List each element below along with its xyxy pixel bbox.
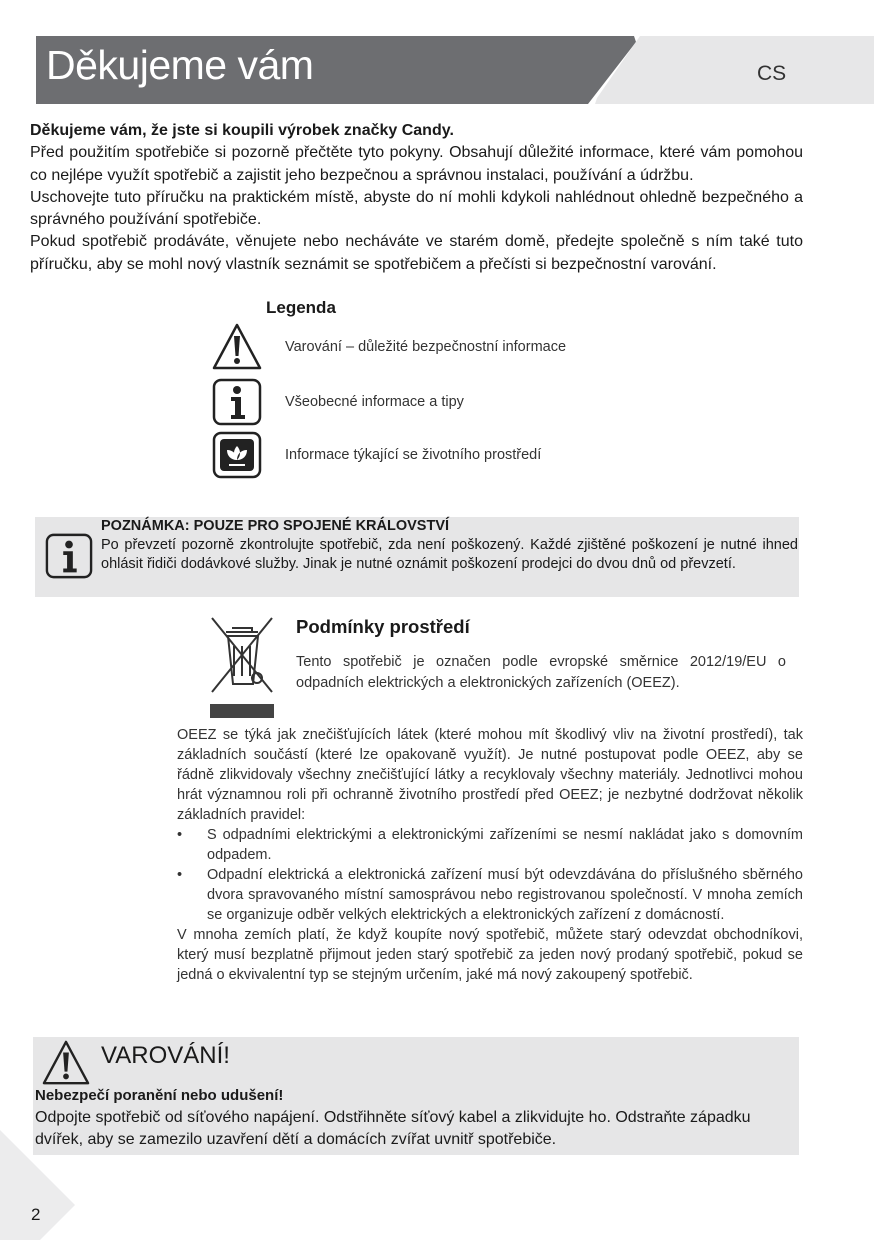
info-icon: [211, 377, 263, 427]
intro-paragraph: Před použitím spotřebiče si pozorně přečtěte tyto pokyny. Obsahují důležité informace, které vám pomohou co nejlépe využít spotřebič a zajistit jeho bezpečnou a správnou instalaci, používání a údržbu.: [30, 144, 803, 184]
legend-item: [211, 322, 566, 372]
intro-paragraph: Uschovejte tuto příručku na praktickém místě, abyste do ní mohli kdykoli nahlédnout ohledně bezpečného a správného používání spotřebiče.: [30, 188, 803, 229]
legend-label: Informace týkající se životního prostředí: [285, 447, 542, 463]
weee-crossed-bin-icon: [208, 614, 278, 720]
note-text: Po převzetí pozorně zkontrolujte spotřebič, zda není poškozený. Každé zjištěné poškození je nutné ihned ohlásit řidiči dodávkové služby. Jinak je nutné oznámit poškození prodejci do dvou dnů od převzetí.: [101, 537, 798, 572]
note-title: POZNÁMKA: POUZE PRO SPOJENÉ KRÁLOVSTVÍ: [101, 518, 450, 534]
warning-icon: [211, 322, 263, 372]
legend-title: Legenda: [266, 298, 336, 317]
warning-icon: [40, 1039, 92, 1087]
info-icon: [44, 532, 94, 580]
weee-section: [177, 725, 803, 985]
language-code: CS: [757, 62, 787, 85]
weee-rules-list: [177, 825, 803, 925]
weee-paragraph: OEEZ se týká jak znečišťujících látek (které mohou mít škodlivý vliv na životní prostředí), tak základních součástí (které lze opakovaně využít). Je nutné postupovat podle OEEZ, aby se řádně zlikvidovaly všechny znečišťující látky a recyklovaly všechny materiály. Jednotlivci mohou hrát významnou roli při ochranně životního prostředí před OEEZ; je nezbytné dodržovat několik základních pravidel:: [177, 727, 803, 823]
list-item: • S odpadními elektrickými a elektronickými zařízeními se nesmí nakládat jako s domovním odpadem.: [177, 825, 803, 865]
environment-icon: [211, 430, 263, 480]
warning-box: [33, 1037, 799, 1155]
uk-note-box: [35, 517, 799, 597]
header-lang-band: [595, 36, 874, 104]
intro-paragraph: Pokud spotřebič prodáváte, věnujete nebo necháváte ve starém domě, předejte společně s ním také tuto příručku, aby se mohl nový vlastník seznámit se spotřebičem a přečísti si bezpečnostní varování.: [30, 233, 803, 273]
list-item: • Odpadní elektrická a elektronická zařízení musí být odevzdávána do příslušného sběrného dvora spravovaného místní samosprávou nebo registrovanou společností. V mnoha zemích se organizuje odběr velkých elektrických a elektronických zařízení z domácností.: [177, 865, 803, 925]
intro-heading: Děkujeme vám, že jste si koupili výrobek značky Candy.: [30, 122, 454, 139]
legend-label: Všeobecné informace a tipy: [285, 394, 464, 410]
warning-title: VAROVÁNÍ!: [101, 1042, 230, 1069]
warning-subtitle: Nebezpečí poranění nebo udušení!: [35, 1087, 284, 1104]
legend-label: Varování – důležité bezpečnostní informace: [285, 339, 567, 355]
page-number: 2: [31, 1205, 41, 1224]
warning-text: Odpojte spotřebič od síťového napájení. Odstřihněte síťový kabel a zlikvidujte ho. Odstraňte západku dvířek, aby se zamezilo uzavření dětí a domácích zvířat uvnitř spotřebiče.: [35, 1109, 751, 1148]
intro-section: [30, 120, 803, 276]
legend-item: [211, 430, 541, 480]
environment-text: Tento spotřebič je označen podle evropské směrnice 2012/19/EU o odpadních elektrických a elektronických zařízeních (OEEZ).: [296, 654, 786, 691]
weee-paragraph: V mnoha zemích platí, že když koupíte nový spotřebič, můžete starý odevzdat obchodníkovi, který musí bezplatně přijmout jeden starý spotřebič za jeden nový prodaný spotřebič, pokud se jedná o ekvivalentní typ se stejným určením, jaké má nový zakoupený spotřebič.: [177, 927, 803, 983]
page-title: Děkujeme vám: [46, 42, 314, 88]
legend-item: [211, 377, 464, 427]
environment-title: Podmínky prostředí: [296, 616, 470, 637]
